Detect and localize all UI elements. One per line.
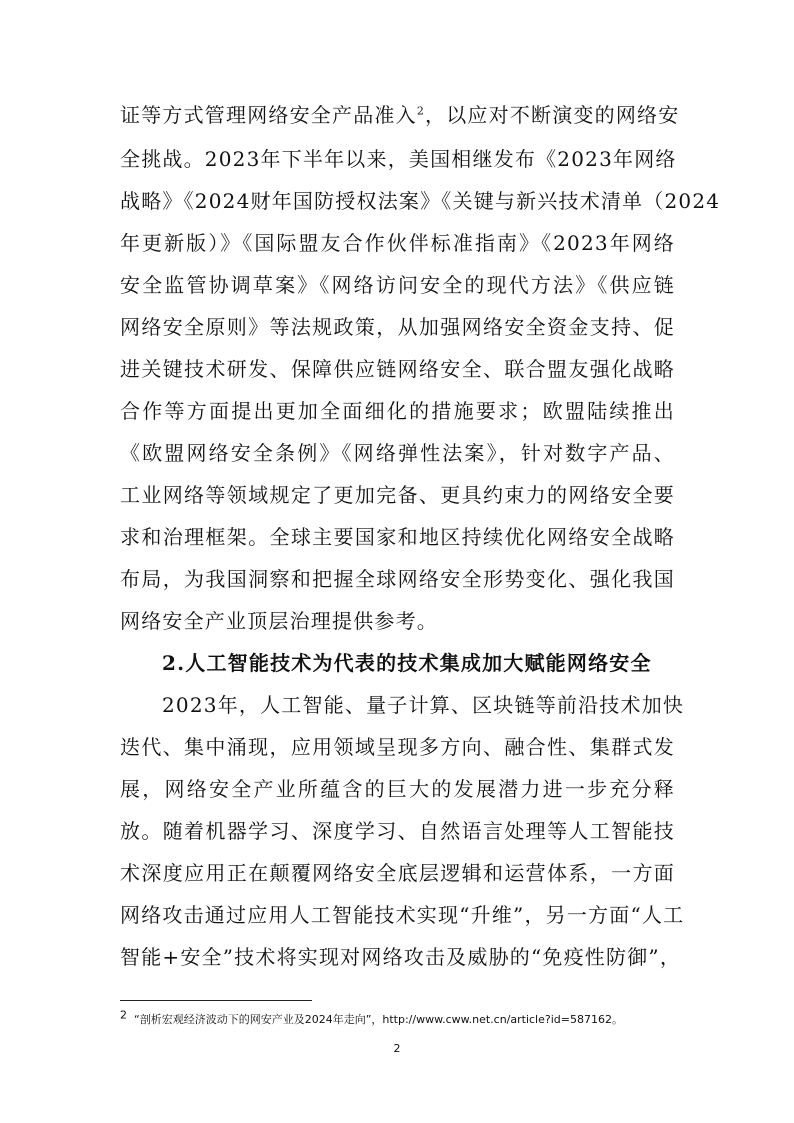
body-line: 合作等方面提出更加全面细化的措施要求；欧盟陆续推出: [120, 399, 675, 423]
footnote-marker: 2: [120, 1008, 127, 1022]
body-line: 网络安全产业顶层治理提供参考。: [120, 609, 438, 633]
body-line: 工业网络等领域规定了更加完备、更具约束力的网络安全要: [120, 483, 675, 507]
body-line: 布局，为我国洞察和把握全球网络安全形势变化、强化我国: [120, 567, 675, 591]
body-line: 网络攻击通过应用人工智能技术实现“升维”，另一方面“人工: [120, 903, 685, 927]
body-line: [120, 102, 680, 128]
body-line: 《欧盟网络安全条例》《网络弹性法案》，针对数字产品、: [120, 441, 675, 465]
body-line: 迭代、集中涌现，应用领域呈现多方向、融合性、集群式发: [120, 735, 675, 759]
page-number: 2: [393, 1042, 401, 1055]
body-line: 术深度应用正在颠覆网络安全底层逻辑和运营体系，一方面: [120, 861, 675, 885]
body-line: 放。随着机器学习、深度学习、自然语言处理等人工智能技: [120, 819, 675, 843]
footnote-divider: [120, 1000, 312, 1001]
body-line: 年更新版）》《国际盟友合作伙伴标准指南》《2023年网络: [120, 231, 675, 255]
body-line: 网络安全原则》等法规政策，从加强网络安全资金支持、促: [120, 315, 675, 339]
body-line: 智能+安全”技术将实现对网络攻击及威胁的“免疫性防御”，: [120, 945, 682, 969]
footnote-ref: 2: [416, 104, 426, 118]
body-text: ，以应对不断演变的网络安: [425, 103, 680, 127]
body-line: 展，网络安全产业所蕴含的巨大的发展潜力进一步充分释: [120, 777, 675, 801]
footnote-text: “剖析宏观经济波动下的网安产业及2024年走向”，http://www.cww.net.cn/article?id=587162。: [134, 1013, 623, 1026]
body-text: 证等方式管理网络安全产品准入: [120, 103, 417, 127]
section-heading: 2.人工智能技术为代表的技术集成加大赋能网络安全: [162, 651, 652, 675]
body-line: 战略》《2024财年国防授权法案》《关键与新兴技术清单（2024: [120, 189, 721, 213]
body-line: 求和治理框架。全球主要国家和地区持续优化网络安全战略: [120, 525, 675, 549]
body-line: 2023年，人工智能、量子计算、区块链等前沿技术加快: [162, 693, 685, 717]
body-line: 安全监管协调草案》《网络访问安全的现代方法》《供应链: [120, 273, 675, 297]
body-line: 进关键技术研发、保障供应链网络安全、联合盟友强化战略: [120, 357, 675, 381]
body-line: 全挑战。2023年下半年以来，美国相继发布《2023年网络: [120, 147, 677, 171]
footnote: [120, 1008, 623, 1028]
